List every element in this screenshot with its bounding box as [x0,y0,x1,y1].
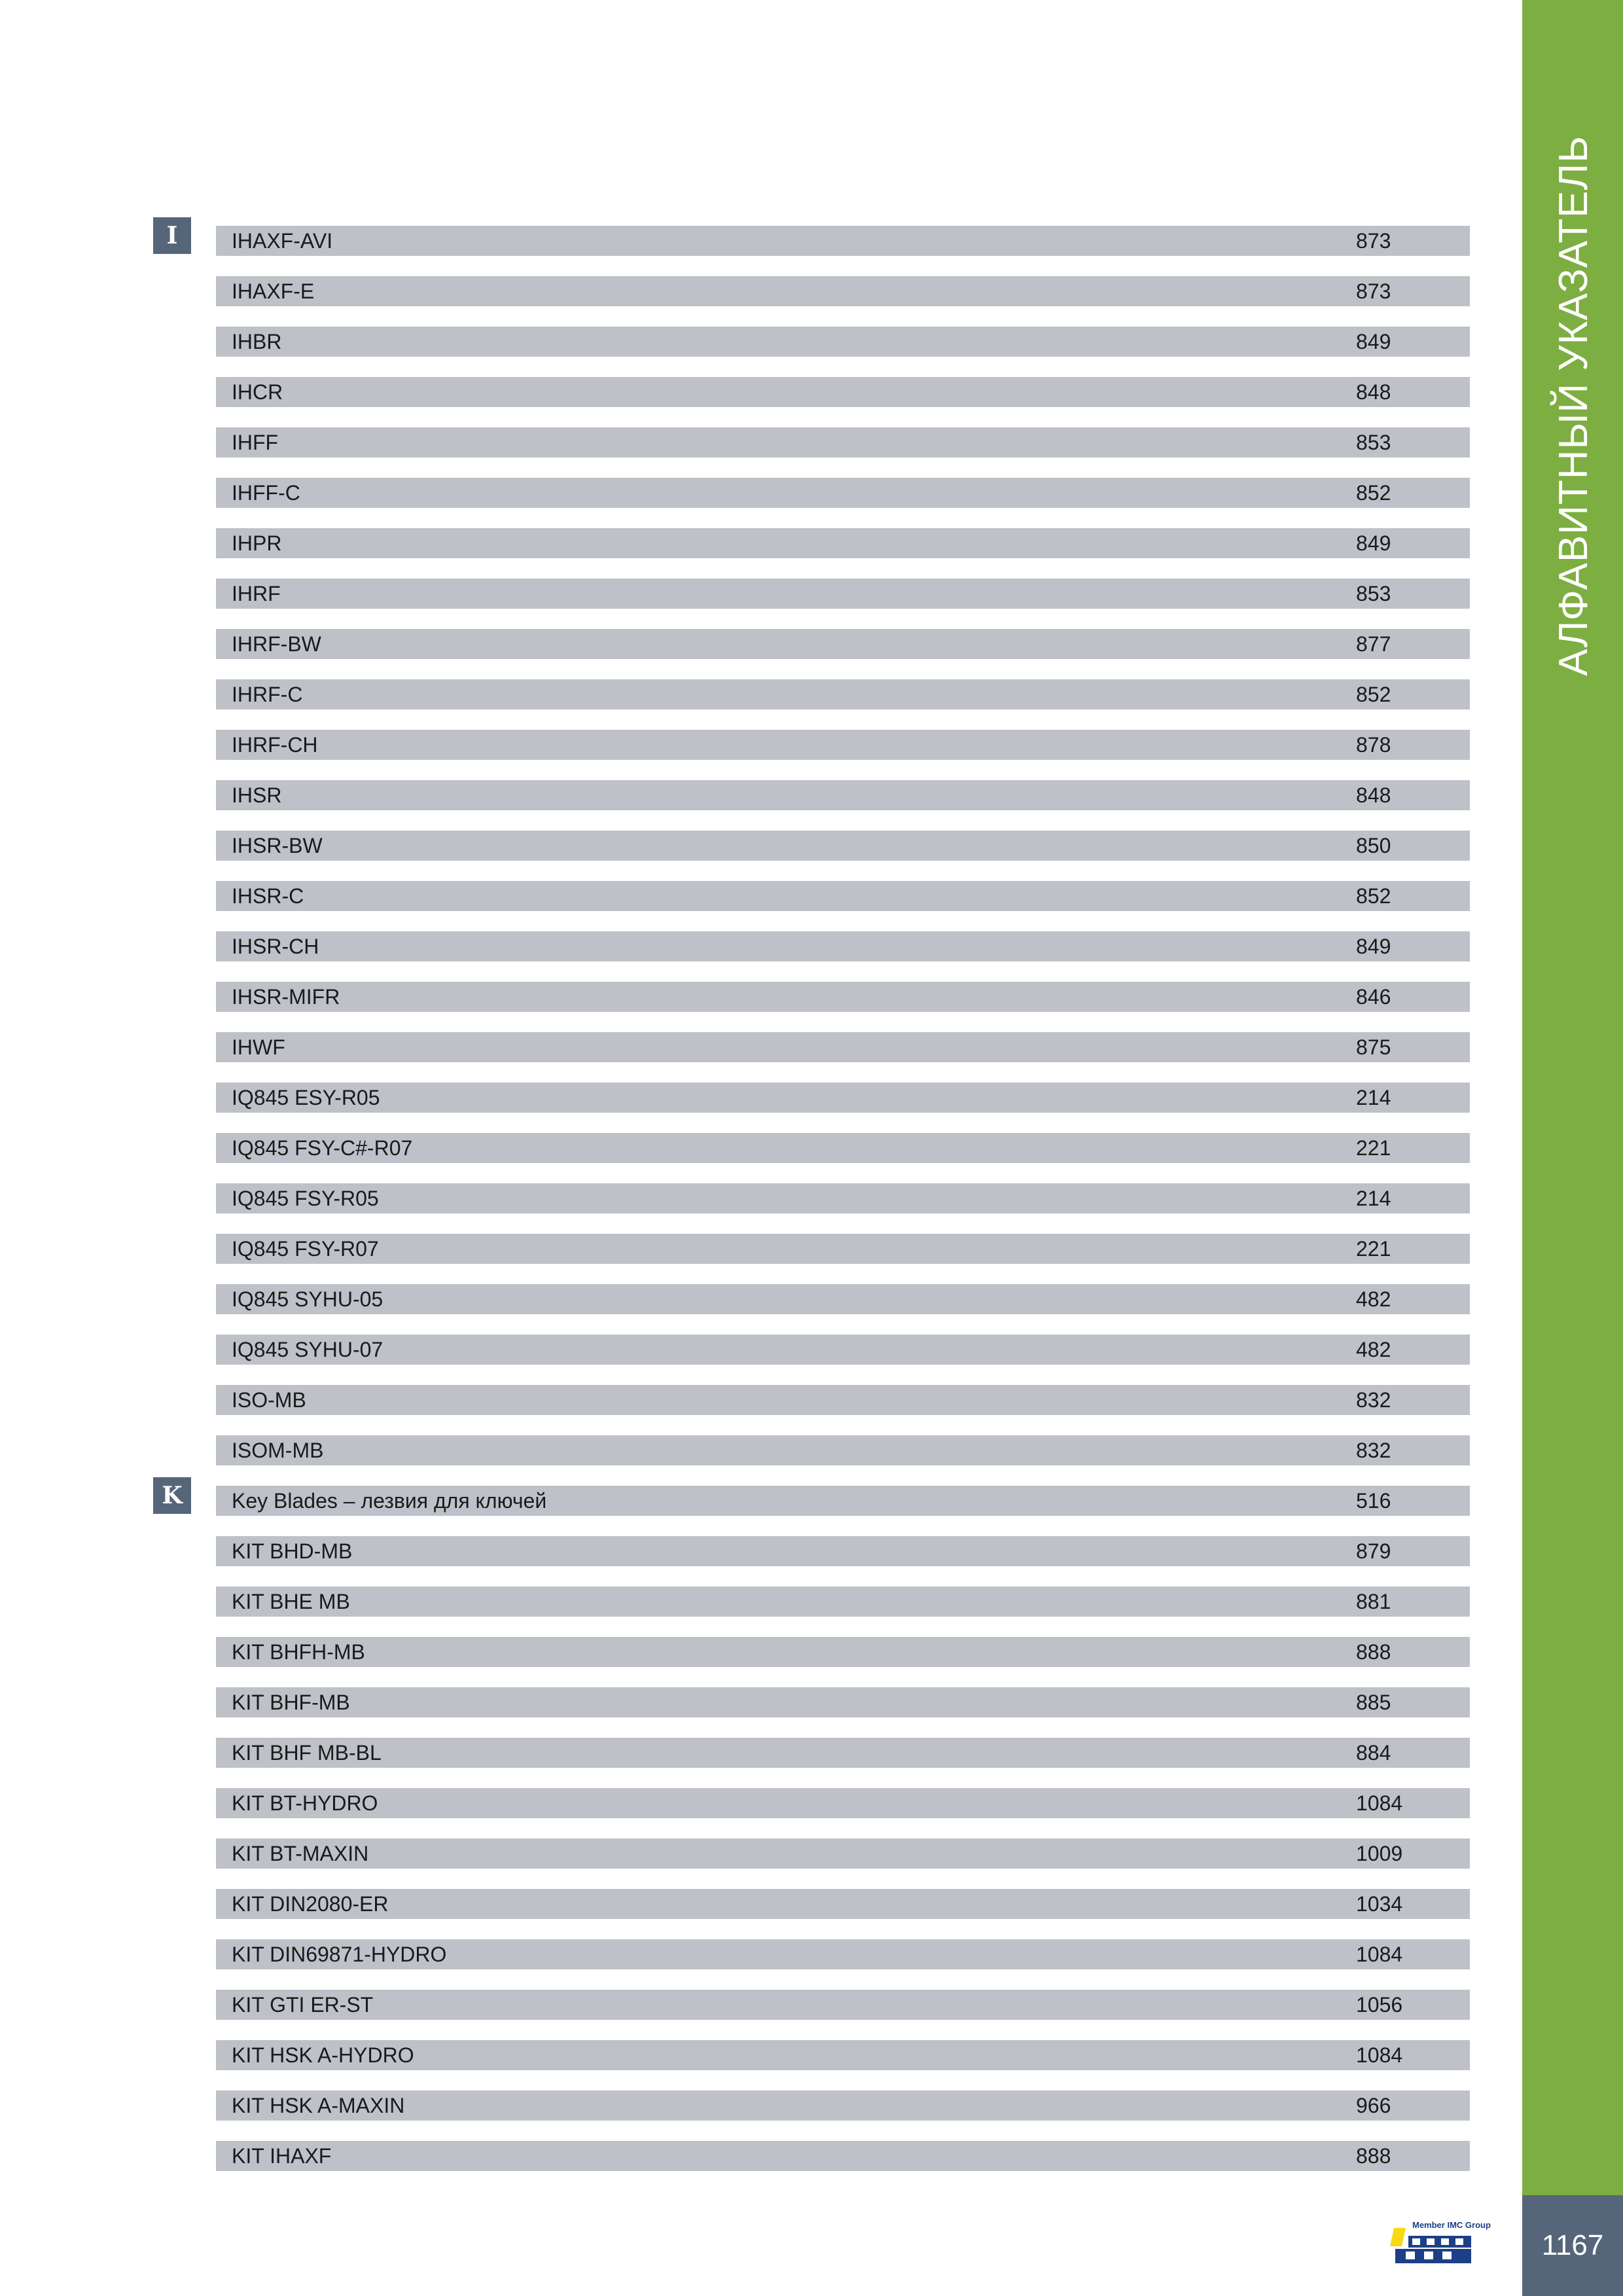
entry-name: IQ845 ESY-R05 [232,1086,380,1109]
entry-name: IHRF-C [232,683,303,706]
entry-page: 852 [1356,683,1391,706]
entry-page: 221 [1356,1136,1391,1160]
index-row [216,1839,1470,1869]
entry-name: IQ845 FSY-C#-R07 [232,1136,413,1160]
entry-page: 1084 [1356,2043,1403,2067]
index-row [216,1133,1470,1163]
entry-page: 888 [1356,1640,1391,1664]
entry-name: KIT HSK A-MAXIN [232,2094,405,2117]
entry-page: 849 [1356,935,1391,958]
entry-page: 885 [1356,1691,1391,1714]
index-row [216,1234,1470,1264]
section-letter: I [153,217,191,254]
entry-name: KIT BT-MAXIN [232,1842,369,1865]
entry-name: IHFF [232,431,279,454]
entry-name: IQ845 FSY-R07 [232,1237,379,1261]
page-number-box [1522,2195,1623,2296]
entry-name: ISOM-MB [232,1439,324,1462]
entry-page: 852 [1356,481,1391,505]
entry-page: 214 [1356,1187,1391,1210]
entry-name: IHSR-MIFR [232,985,340,1009]
index-row [216,478,1470,508]
index-row [216,1032,1470,1062]
index-row [216,327,1470,357]
entry-name: IHSR-C [232,884,304,908]
entry-name: KIT BHE MB [232,1590,350,1613]
entry-name: IHRF-BW [232,632,321,656]
entry-page: 214 [1356,1086,1391,1109]
entry-page: 852 [1356,884,1391,908]
entry-page: 966 [1356,2094,1391,2117]
index-row [216,1335,1470,1365]
entry-page: 879 [1356,1539,1391,1563]
entry-page: 1009 [1356,1842,1403,1865]
entry-page: 221 [1356,1237,1391,1261]
entry-name: KIT HSK A-HYDRO [232,2043,414,2067]
entry-page: 873 [1356,279,1391,303]
index-row [216,2141,1470,2171]
entry-page: 850 [1356,834,1391,857]
index-row [216,1435,1470,1465]
index-row [216,1687,1470,1717]
section-title: АЛФАВИТНЫЙ УКАЗАТЕЛЬ [1551,135,1596,676]
entry-page: 878 [1356,733,1391,757]
entry-name: ISO-MB [232,1388,306,1412]
entry-name: IHSR-CH [232,935,319,958]
index-row [216,1637,1470,1667]
entry-page: 848 [1356,783,1391,807]
index-row [216,427,1470,457]
entry-name: IHPR [232,531,282,555]
index-row [216,1889,1470,1919]
entry-page: 888 [1356,2144,1391,2168]
entry-name: KIT DIN69871-HYDRO [232,1943,447,1966]
index-row [216,2040,1470,2070]
logo-tagline: Member IMC Group [1412,2220,1491,2230]
entry-page: 849 [1356,531,1391,555]
index-row [216,1083,1470,1113]
entry-name: KIT BHF MB-BL [232,1741,382,1765]
entry-page: 877 [1356,632,1391,656]
entry-name: KIT GTI ER-ST [232,1993,374,2017]
index-row [216,1738,1470,1768]
entry-name: KIT IHAXF [232,2144,332,2168]
index-row [216,1284,1470,1314]
index-row [216,1990,1470,2020]
index-row [216,579,1470,609]
entry-page: 846 [1356,985,1391,1009]
entry-page: 875 [1356,1035,1391,1059]
entry-page: 1034 [1356,1892,1403,1916]
index-row [216,881,1470,911]
entry-name: IQ845 FSY-R05 [232,1187,379,1210]
entry-page: 853 [1356,431,1391,454]
section-letter: K [153,1477,191,1514]
entry-page: 1084 [1356,1791,1403,1815]
index-row [216,2090,1470,2121]
entry-page: 849 [1356,330,1391,353]
entry-name: KIT BHD-MB [232,1539,353,1563]
index-row [216,1788,1470,1818]
index-row [216,226,1470,256]
index-row [216,831,1470,861]
entry-name: KIT BT-HYDRO [232,1791,378,1815]
entry-page: 848 [1356,380,1391,404]
index-row [216,931,1470,961]
index-row [216,1486,1470,1516]
entry-page: 1084 [1356,1943,1403,1966]
entry-page: 482 [1356,1287,1391,1311]
entry-name: KIT BHF-MB [232,1691,350,1714]
logo-accent-shape [1390,2228,1406,2246]
entry-page: 884 [1356,1741,1391,1765]
page-number: 1167 [1541,2229,1604,2261]
entry-page: 516 [1356,1489,1391,1513]
index-row [216,1587,1470,1617]
entry-name: IHAXF-E [232,279,315,303]
section-sidebar [1522,0,1623,2195]
entry-name: KIT DIN2080-ER [232,1892,389,1916]
entry-name: IQ845 SYHU-07 [232,1338,383,1361]
entry-page: 873 [1356,229,1391,253]
entry-page: 832 [1356,1439,1391,1462]
entry-name: IHRF-CH [232,733,318,757]
index-row [216,1536,1470,1566]
entry-page: 881 [1356,1590,1391,1613]
entry-name: Key Blades – лезвия для ключей [232,1489,547,1513]
entry-name: IHAXF-AVI [232,229,333,253]
entry-name: IHBR [232,330,282,353]
entry-page: 853 [1356,582,1391,605]
index-row [216,730,1470,760]
index-row [216,982,1470,1012]
index-row [216,1183,1470,1213]
entry-page: 832 [1356,1388,1391,1412]
entry-name: IHCR [232,380,283,404]
index-row [216,1385,1470,1415]
entry-name: IHWF [232,1035,285,1059]
index-row [216,780,1470,810]
entry-page: 1056 [1356,1993,1403,2017]
index-row [216,377,1470,407]
entry-page: 482 [1356,1338,1391,1361]
entry-name: IHSR-BW [232,834,323,857]
index-row [216,1939,1470,1969]
entry-name: IHSR [232,783,282,807]
entry-name: KIT BHFH-MB [232,1640,365,1664]
entry-name: IHRF [232,582,281,605]
index-row [216,629,1470,659]
entry-name: IQ845 SYHU-05 [232,1287,383,1311]
index-row [216,276,1470,306]
index-row [216,528,1470,558]
entry-name: IHFF-C [232,481,300,505]
index-row [216,679,1470,709]
